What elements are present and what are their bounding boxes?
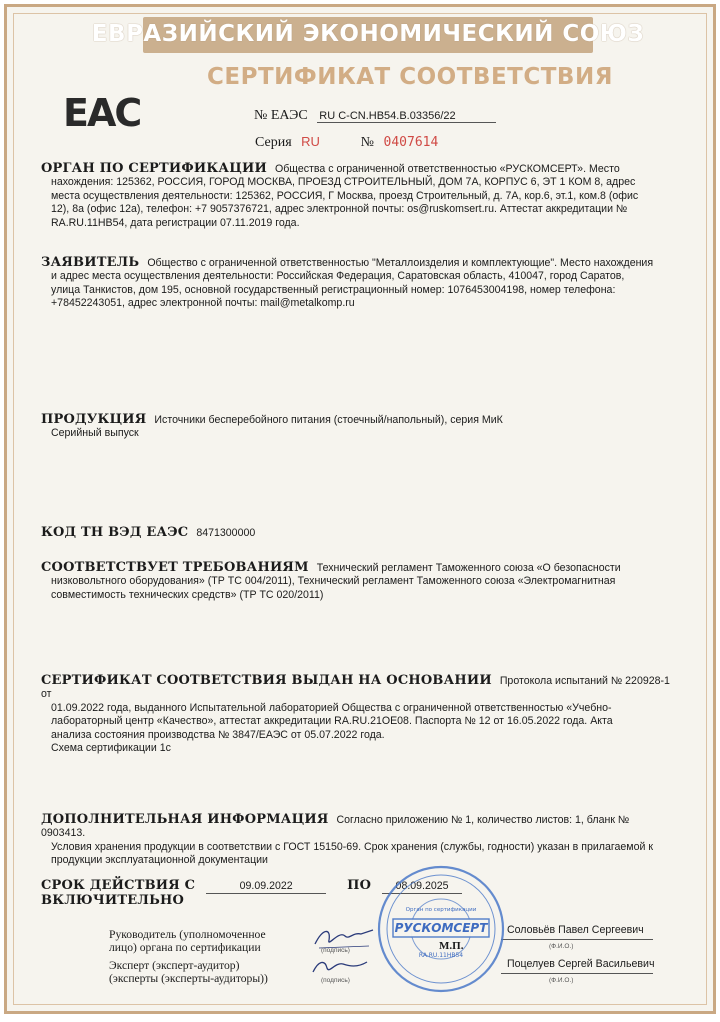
name-caption: (Ф.И.О.) xyxy=(549,977,574,984)
validity-heading: СРОК ДЕЙСТВИЯ С xyxy=(41,878,196,893)
text-line: Руководитель (уполномоченное xyxy=(109,928,266,941)
section-tn-ved-code xyxy=(41,526,671,540)
text-line: Эксперт (эксперт-аудитор) xyxy=(109,959,240,972)
tn-ved-code: 8471300000 xyxy=(196,527,256,539)
validity-heading-continued: ВКЛЮЧИТЕЛЬНО xyxy=(41,893,185,909)
eac-logo: EAC xyxy=(63,91,141,135)
certificate-number: RU C-CN.HB54.B.03356/22 xyxy=(317,110,495,123)
blank-number: 0407614 xyxy=(383,135,439,150)
section-product xyxy=(41,413,671,441)
section-heading: ЗАЯВИТЕЛЬ xyxy=(41,255,140,270)
union-banner xyxy=(91,17,645,53)
text-line: Серийный выпуск xyxy=(51,427,139,440)
section-heading: ДОПОЛНИТЕЛЬНАЯ ИНФОРМАЦИЯ xyxy=(41,812,329,827)
certification-stamp xyxy=(375,863,507,995)
text-line: Общество с ограниченной ответственностью "Металлоизделия и комплектующие". Место нахождения xyxy=(147,257,654,269)
certificate-title: СЕРТИФИКАТ СООТВЕТСТВИЯ xyxy=(207,64,613,90)
valid-from-date: 09.09.2022 xyxy=(206,880,326,894)
text-line: Общества с ограниченной ответственностью «РУСКОМСЕРТ». Место xyxy=(274,163,620,175)
text-line: Схема сертификации 1с xyxy=(51,742,171,755)
expert-label xyxy=(109,959,268,985)
section-heading: КОД ТН ВЭД ЕАЭС xyxy=(41,525,189,540)
text-line: Технический регламент Таможенного союза «О безопасности xyxy=(316,562,621,574)
valid-to-label: ПО xyxy=(347,878,372,893)
text-line: RA.RU.11HB54, дата регистрации 07.11.2019 года. xyxy=(51,216,300,229)
certificate-number-line xyxy=(254,109,496,123)
stamp-name: РУСКОМСЕРТ xyxy=(394,921,488,935)
blank-number-label: № xyxy=(360,135,375,150)
head-signatory-name: Соловьёв Павел Сергеевич xyxy=(507,924,644,936)
text-line: и адрес места осуществления деятельности: Российская Федерация, Саратовская область, 410047, город Саратов, xyxy=(51,270,625,283)
text-line: (эксперты (эксперты-аудиторы)) xyxy=(109,972,268,985)
series-line xyxy=(255,135,438,149)
section-heading: СООТВЕТСТВУЕТ ТРЕБОВАНИЯМ xyxy=(41,560,309,575)
stamp-inner-text: Орган по сертификации xyxy=(405,907,477,913)
text-line: места осуществления деятельности: 125362, РОССИЯ, Г Москва, проезд Строительный, д. 7А, кор.6, эт.1, ком.8 (офис xyxy=(51,189,639,202)
text-line: Источники бесперебойного питания (стоечный/напольный), серия МиК xyxy=(154,414,503,426)
text-line: Условия хранения продукции в соответствии с ГОСТ 15150-69. Срок хранения (службы, годности) указан в прилагаемой к xyxy=(51,840,653,853)
text-line: низковольтного оборудования» (ТР ТС 004/2011), Технический регламент Таможенного союза «Электромагнитная xyxy=(51,575,616,588)
seal-mark: М.П. xyxy=(439,940,464,952)
certificate-number-label: № ЕАЭС xyxy=(254,108,308,123)
text-line: продукции эксплуатационной документации xyxy=(51,854,268,867)
signature-caption: (подпись) xyxy=(321,977,350,984)
name-caption: (Ф.И.О.) xyxy=(549,943,574,950)
union-banner-text: ЕВРАЗИЙСКИЙ ЭКОНОМИЧЕСКИЙ СОЮЗ xyxy=(91,21,645,48)
expert-name: Поцелуев Сергей Васильевич xyxy=(507,958,655,970)
stamp-reg: RA.RU.11HB54 xyxy=(418,952,464,959)
section-requirements xyxy=(41,561,671,602)
text-line: улица Танкистов, дом 195, основной государственный регистрационный номер: 1076453004198, номер телефона: xyxy=(51,283,616,296)
text-line: Согласно приложению № 1, количество листов: 1, бланк № 0903413. xyxy=(41,814,630,840)
text-line: лицо) органа по сертификации xyxy=(109,941,261,954)
text-line: 01.09.2022 года, выданного Испытательной лабораторией Общества с ограниченной ответственностью «Учебно- xyxy=(51,701,612,714)
text-line: Протокола испытаний № 220928-1 от xyxy=(41,675,670,701)
text-line: нахождения: 125362, РОССИЯ, ГОРОД МОСКВА, ПРОЕЗД СТРОИТЕЛЬНЫЙ, ДОМ 7А, КОРПУС 6, ЭТ 1 КОМ 8, адрес xyxy=(51,176,636,189)
section-applicant xyxy=(41,256,671,311)
series-value: RU xyxy=(301,134,320,149)
text-line: лабораторный центр «Качество», аттестат аккредитации RA.RU.21ОЕ08. Паспорта № 12 от 16.05.2022 года. Акта xyxy=(51,715,613,728)
text-line: +78452243051, адрес электронной почты: mail@metalkomp.ru xyxy=(51,297,355,310)
section-heading: ОРГАН ПО СЕРТИФИКАЦИИ xyxy=(41,161,267,176)
series-label: Серия xyxy=(255,135,292,150)
head-signatory-label xyxy=(109,928,266,954)
valid-to-date: 08.09.2025 xyxy=(382,880,462,894)
certificate-page xyxy=(4,4,716,1014)
section-heading: ПРОДУКЦИЯ xyxy=(41,412,147,427)
section-heading: СЕРТИФИКАТ СООТВЕТСТВИЯ ВЫДАН НА ОСНОВАНИИ xyxy=(41,673,492,688)
signature-caption: (подпись) xyxy=(321,947,350,954)
section-certification-body xyxy=(41,162,671,230)
text-line: 12), 8а (офис 12а), телефон: +7 9057376721, адрес электронной почты: os@ruskomsert.ru. Аттестат аккредитации № xyxy=(51,203,628,216)
text-line: анализа состояния производства № 3847/ЕАЭС от 05.07.2022 года. xyxy=(51,728,385,741)
section-validity xyxy=(41,879,671,909)
section-basis xyxy=(41,674,671,755)
section-additional-info xyxy=(41,813,671,868)
text-line: совместимость технических средств» (ТР ТС 020/2011) xyxy=(51,588,324,601)
